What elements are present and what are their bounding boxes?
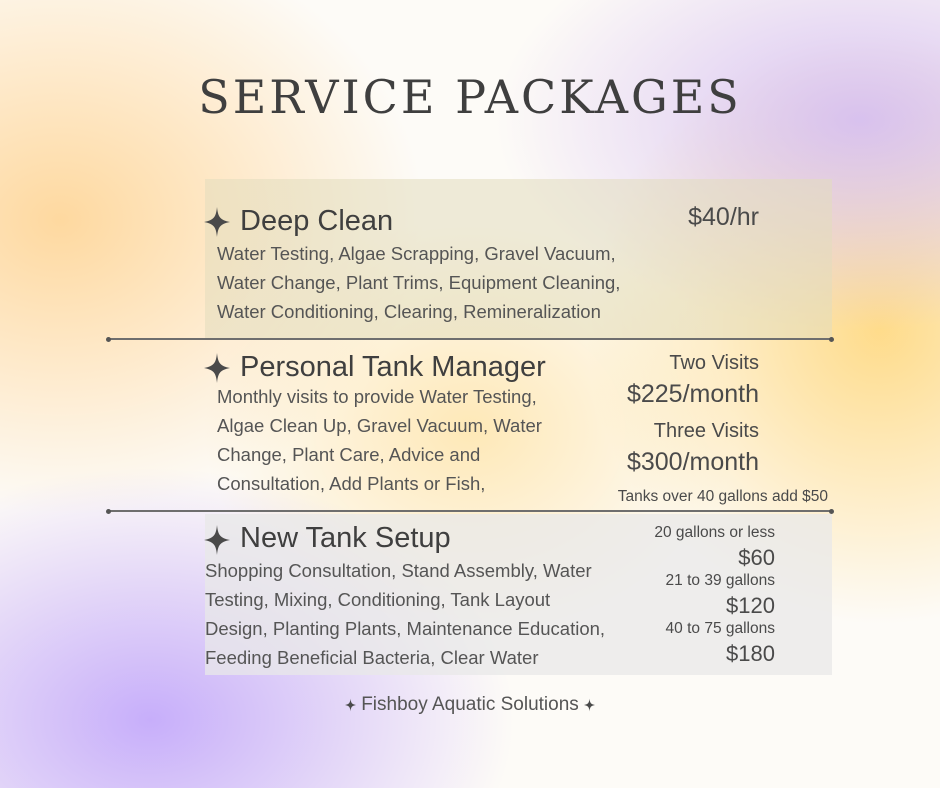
section-divider bbox=[108, 338, 832, 340]
page-title: SERVICE PACKAGES bbox=[198, 70, 742, 124]
tier-label-20-or-less: 20 gallons or less bbox=[654, 524, 775, 541]
price-tier-20-or-less: $60 bbox=[738, 545, 775, 570]
package-title-deep-clean: Deep Clean bbox=[240, 205, 394, 237]
description-line: Shopping Consultation, Stand Assembly, Water bbox=[205, 560, 592, 581]
sparkle-star-icon bbox=[584, 698, 595, 712]
tier-label-40-to-75: 40 to 75 gallons bbox=[665, 620, 775, 637]
price-tier-40-to-75: $180 bbox=[726, 641, 775, 666]
sparkle-star-icon bbox=[345, 698, 356, 712]
surcharge-note: Tanks over 40 gallons add $50 bbox=[617, 488, 828, 505]
description-line: Change, Plant Care, Advice and bbox=[217, 444, 481, 465]
description-line: Feeding Beneficial Bacteria, Clear Water bbox=[205, 647, 539, 668]
description-line: Water Change, Plant Trims, Equipment Cleaning, bbox=[217, 272, 621, 293]
sparkle-star-icon bbox=[204, 525, 230, 555]
footer-brand bbox=[0, 694, 940, 716]
sparkle-star-icon bbox=[204, 207, 230, 237]
description-line: Consultation, Add Plants or Fish, bbox=[217, 473, 486, 494]
description-line: Design, Planting Plants, Maintenance Education, bbox=[205, 618, 606, 639]
footer-brand-name: Fishboy Aquatic Solutions bbox=[361, 694, 579, 715]
package-title-new-tank-setup: New Tank Setup bbox=[240, 522, 451, 554]
description-line: Testing, Mixing, Conditioning, Tank Layout bbox=[205, 589, 551, 610]
description-line: Water Testing, Algae Scrapping, Gravel Vacuum, bbox=[217, 243, 616, 264]
price-three-visits: $300/month bbox=[626, 448, 759, 476]
option-label-three-visits: Three Visits bbox=[653, 420, 759, 442]
package-description-new-tank-setup bbox=[205, 556, 645, 672]
sparkle-star-icon bbox=[204, 353, 230, 383]
section-divider bbox=[108, 510, 832, 512]
description-line: Water Conditioning, Clearing, Remineralization bbox=[217, 301, 601, 322]
package-description-deep-clean bbox=[217, 239, 677, 326]
description-line: Monthly visits to provide Water Testing, bbox=[217, 386, 537, 407]
price-tier-21-to-39: $120 bbox=[726, 593, 775, 618]
price-deep-clean: $40/hr bbox=[688, 203, 759, 231]
price-two-visits: $225/month bbox=[626, 380, 759, 408]
package-title-personal-tank-manager: Personal Tank Manager bbox=[240, 351, 546, 383]
package-description-personal-tank-manager bbox=[217, 382, 597, 498]
description-line: Algae Clean Up, Gravel Vacuum, Water bbox=[217, 415, 542, 436]
option-label-two-visits: Two Visits bbox=[669, 352, 759, 374]
tier-label-21-to-39: 21 to 39 gallons bbox=[665, 572, 775, 589]
